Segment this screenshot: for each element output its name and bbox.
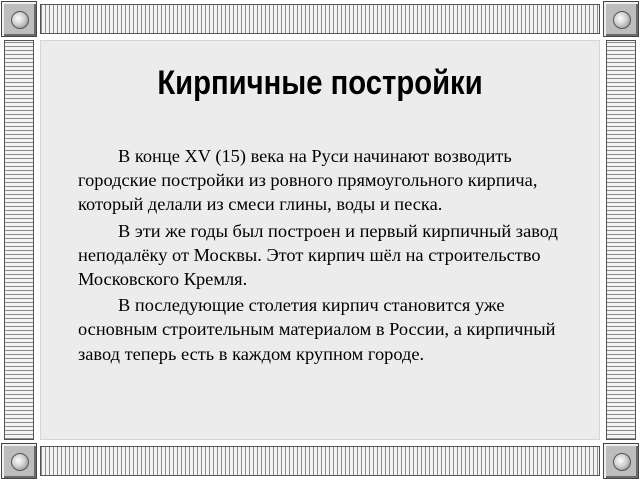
slide-body xyxy=(78,144,584,368)
frame-bottom-bar xyxy=(40,446,600,476)
slide-title: Кирпичные постройки xyxy=(157,64,483,102)
paragraph: В эти же годы был построен и первый кирпичный завод неподалёку от Москвы. Этот кирпич шёл на строительство Московского Кремля. xyxy=(78,220,558,290)
corner-circle-icon xyxy=(603,1,639,37)
frame-top-bar xyxy=(40,4,600,34)
corner-circle-icon xyxy=(1,1,37,37)
corner-circle-icon xyxy=(1,443,37,479)
corner-circle-icon xyxy=(603,443,639,479)
frame-left-bar xyxy=(4,40,34,440)
frame-right-bar xyxy=(606,40,636,440)
paragraph: В конце XV (15) века на Руси начинают возводить городские постройки из ровного прямоугольного кирпича, который делали из смеси глины, воды и песка. xyxy=(78,146,538,215)
paragraph: В последующие столетия кирпич становится уже основным строительным материалом в России, а кирпичный завод теперь есть в каждом крупном городе. xyxy=(78,295,556,364)
